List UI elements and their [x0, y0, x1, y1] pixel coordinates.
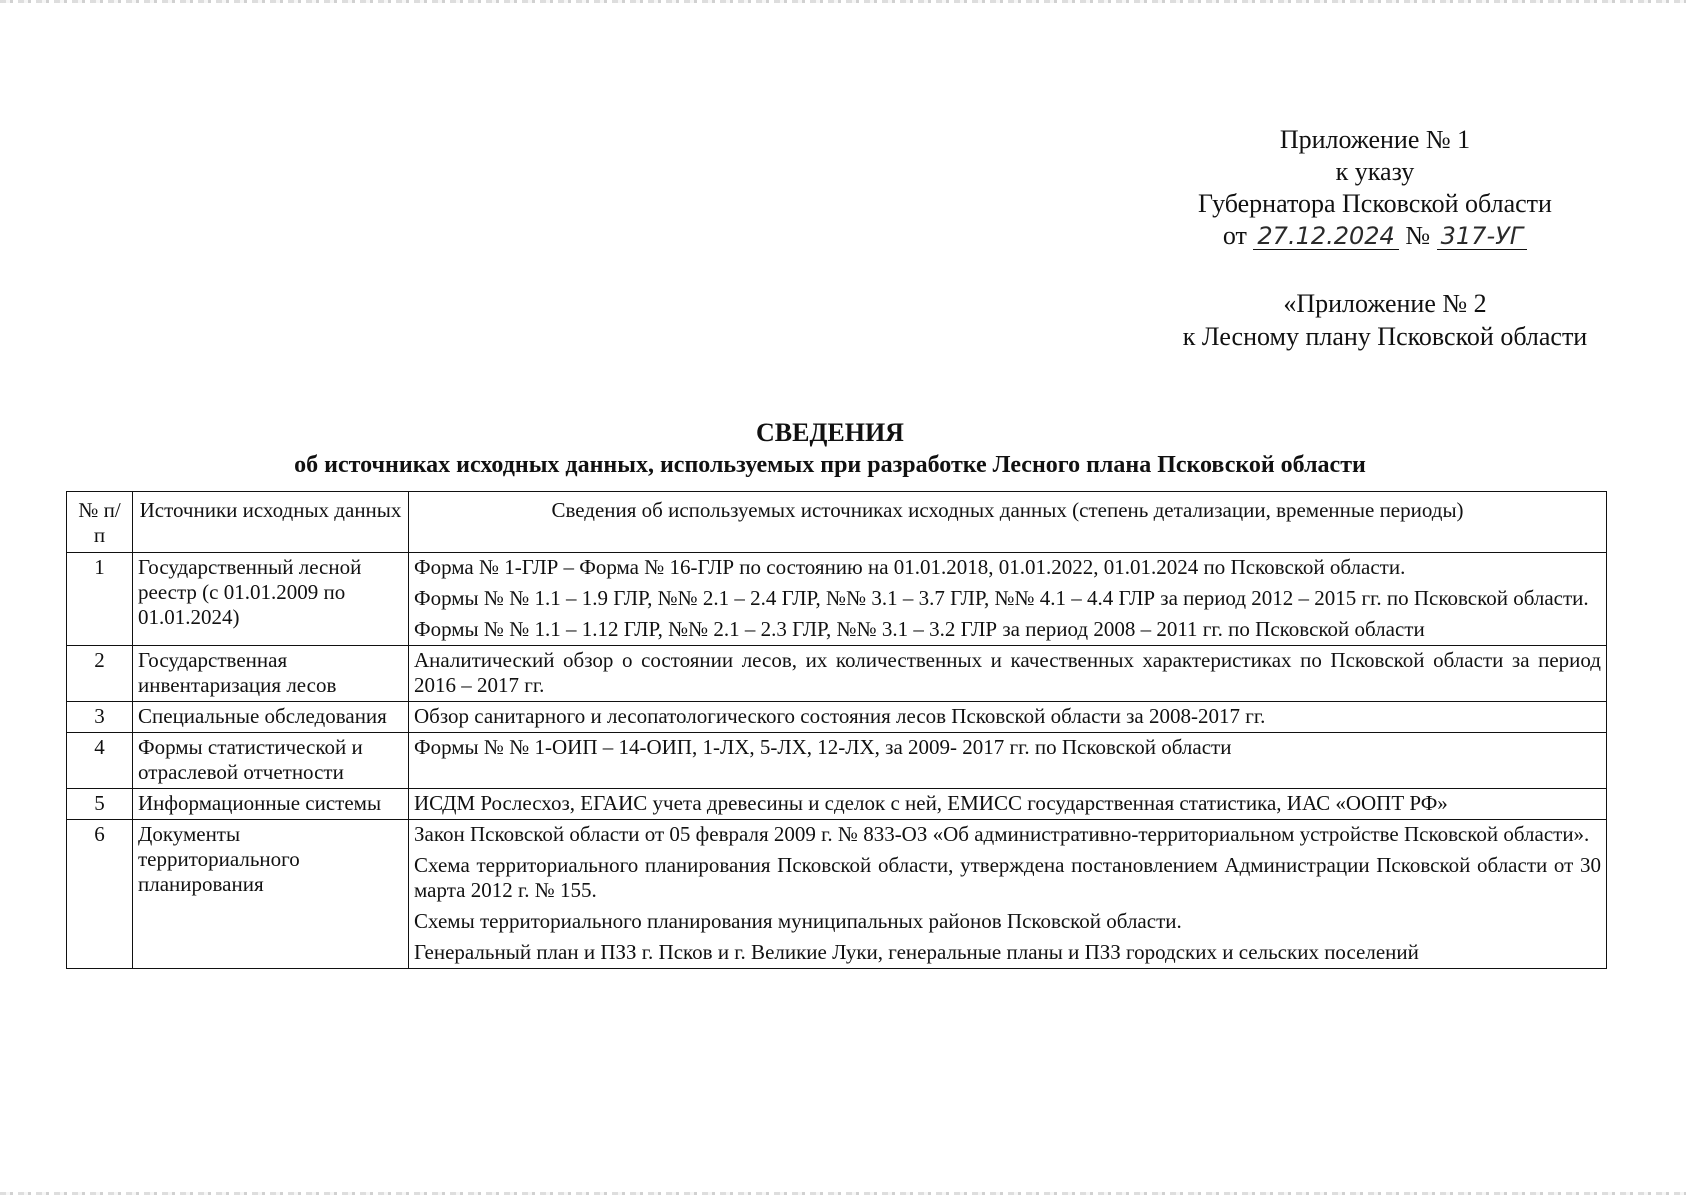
header-source: Источники исходных данных [133, 492, 409, 553]
appendix-label: Приложение № 1 [1279, 125, 1471, 154]
info-paragraph: Генеральный план и ПЗЗ г. Псков и г. Великие Луки, генеральные планы и ПЗЗ городских и сельских поселений [414, 940, 1419, 964]
decree-date-line [1080, 220, 1670, 252]
info-paragraph: Обзор санитарного и лесопатологического состояния лесов Псковской области за 2008-2017 гг. [414, 704, 1266, 728]
decree-number: 317-УГ [1437, 223, 1527, 250]
from-label: от [1222, 221, 1247, 250]
row-source: Информационные системы [133, 789, 409, 820]
row-info [409, 702, 1607, 733]
row-num: 1 [67, 553, 133, 646]
row-num: 6 [67, 820, 133, 969]
header-num: № п/п [67, 492, 133, 553]
table-row [67, 646, 1607, 702]
row-num: 3 [67, 702, 133, 733]
row-num: 5 [67, 789, 133, 820]
info-paragraph: Схема территориального планирования Псковской области, утверждена постановлением Администрации Псковской области от 30 марта 2012 г. № 155. [414, 853, 1601, 902]
info-paragraph: Аналитический обзор о состоянии лесов, их количественных и качественных характеристиках по Псковской области за период 2016 – 2017 гг. [414, 648, 1601, 697]
row-source: Государственная инвентаризация лесов [133, 646, 409, 702]
info-paragraph: Закон Псковской области от 05 февраля 2009 г. № 833-ОЗ «Об административно-территориальном устройстве Псковской области». [414, 822, 1590, 846]
table-row [67, 553, 1607, 646]
row-source: Государственный лесной реестр (с 01.01.2009 по 01.01.2024) [133, 553, 409, 646]
sources-table [66, 491, 1607, 969]
table-row [67, 820, 1607, 969]
annex-plan-label: к Лесному плану Псковской области [1182, 322, 1588, 351]
decree-header [1080, 124, 1670, 252]
annex-label: «Приложение № 2 [1283, 289, 1487, 318]
decree-label: к указу [1335, 157, 1415, 186]
decree-date: 27.12.2024 [1253, 223, 1398, 250]
annex-header [1085, 287, 1685, 353]
info-paragraph: Формы № № 1-ОИП – 14-ОИП, 1-ЛХ, 5-ЛХ, 12-ЛХ, за 2009- 2017 гг. по Псковской области [414, 735, 1232, 759]
row-info [409, 789, 1607, 820]
info-paragraph: Форма № 1-ГЛР – Форма № 16-ГЛР по состоянию на 01.01.2018, 01.01.2022, 01.01.2024 по Псковской области. [414, 555, 1406, 579]
scan-edge-top [0, 0, 1686, 3]
row-info [409, 646, 1607, 702]
info-paragraph: Формы № № 1.1 – 1.12 ГЛР, №№ 2.1 – 2.3 ГЛР, №№ 3.1 – 3.2 ГЛР за период 2008 – 2011 гг. по Псковской области [414, 617, 1425, 641]
row-source: Документы территориального планирования [133, 820, 409, 969]
row-num: 2 [67, 646, 133, 702]
table-header-row [67, 492, 1607, 553]
info-paragraph: ИСДМ Рослесхоз, ЕГАИС учета древесины и сделок с ней, ЕМИСС государственная статистика, ИАС «ООПТ РФ» [414, 791, 1448, 815]
row-num: 4 [67, 733, 133, 789]
scan-edge-bottom [0, 1192, 1686, 1195]
document-subtitle: об источниках исходных данных, используемых при разработке Лесного плана Псковской области [294, 452, 1366, 478]
info-paragraph: Схемы территориального планирования муниципальных районов Псковской области. [414, 909, 1182, 933]
document-title: СВЕДЕНИЯ [756, 418, 904, 447]
row-info [409, 820, 1607, 969]
row-source: Формы статистической и отраслевой отчетности [133, 733, 409, 789]
info-paragraph: Формы № № 1.1 – 1.9 ГЛР, №№ 2.1 – 2.4 ГЛР, №№ 3.1 – 3.7 ГЛР, №№ 4.1 – 4.4 ГЛР за период 2012 – 2015 гг. по Псковской области. [414, 586, 1589, 610]
header-info: Сведения об используемых источниках исходных данных (степень детализации, временные периоды) [409, 492, 1607, 553]
row-info [409, 733, 1607, 789]
row-source: Специальные обследования [133, 702, 409, 733]
number-label: № [1405, 221, 1431, 250]
governor-label: Губернатора Псковской области [1198, 189, 1552, 218]
table-row [67, 789, 1607, 820]
table-row [67, 702, 1607, 733]
table-row [67, 733, 1607, 789]
row-info [409, 553, 1607, 646]
